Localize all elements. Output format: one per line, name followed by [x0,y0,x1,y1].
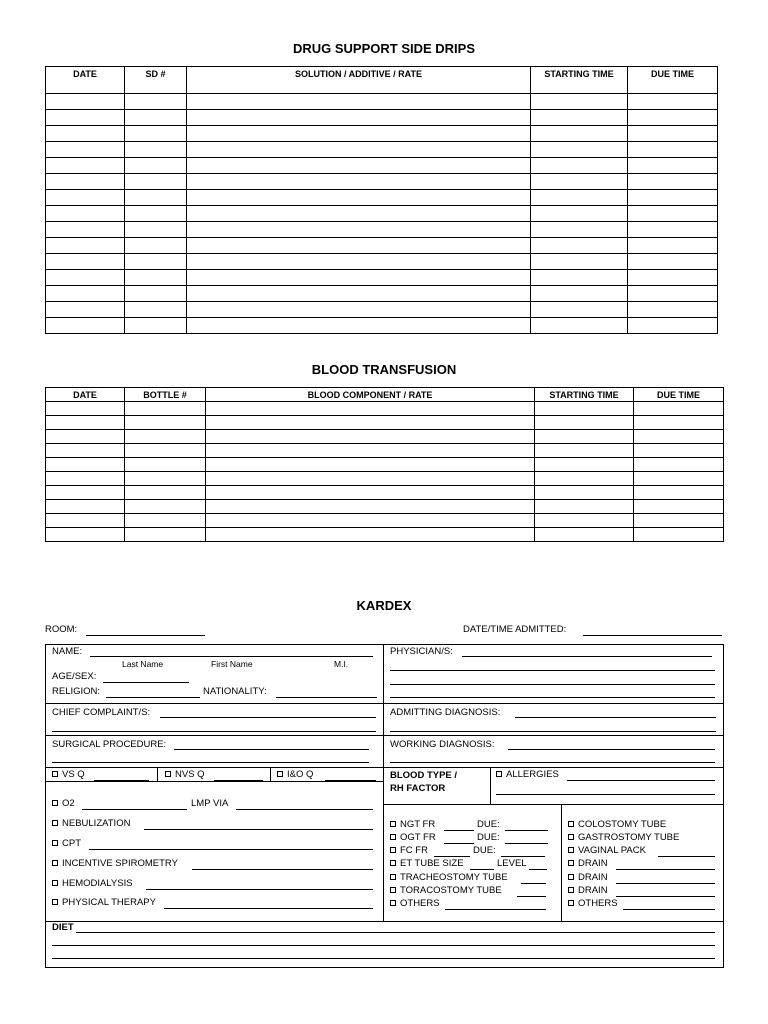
table-cell[interactable] [46,416,125,430]
table-row [46,158,718,174]
table-row [46,472,724,486]
table-row [46,486,724,500]
table-cell[interactable] [206,430,535,444]
kardex-divider [45,703,724,704]
table-cell[interactable] [125,416,206,430]
table-cell[interactable] [46,458,125,472]
table-cell[interactable] [535,444,634,458]
col-header-starting-time: STARTING TIME [535,388,634,402]
table-cell[interactable] [125,402,206,416]
table-cell[interactable] [125,94,187,110]
table-cell[interactable] [531,238,628,254]
diet-field[interactable] [76,932,715,933]
table-cell[interactable] [634,472,724,486]
nvs-q-item[interactable]: NVS Q [165,769,205,780]
table-cell[interactable] [46,254,125,270]
table-cell[interactable] [628,222,718,238]
blood-section-title: BLOOD TRANSFUSION [311,362,457,377]
fc-due-field[interactable] [501,856,545,857]
kardex-divider [383,644,384,921]
age-sex-field[interactable] [103,682,189,683]
table-cell[interactable] [535,528,634,542]
working-diagnosis-field[interactable] [508,749,715,750]
table-cell[interactable] [531,286,628,302]
physical-therapy-field[interactable] [164,908,373,909]
nebulization-field[interactable] [144,829,373,830]
et-tube-item[interactable]: ET TUBE SIZE [390,858,464,869]
table-cell[interactable] [46,318,125,334]
table-row [46,458,724,472]
drain-item[interactable]: DRAIN [568,858,608,869]
table-cell[interactable] [531,190,628,206]
table-cell[interactable] [628,158,718,174]
table-cell[interactable] [531,222,628,238]
table-cell[interactable] [187,238,531,254]
vaginal-pack-item[interactable]: VAGINAL PACK [568,845,646,856]
table-cell[interactable] [206,528,535,542]
table-cell[interactable] [535,500,634,514]
table-row [46,142,718,158]
table-row [46,94,718,110]
table-cell[interactable] [125,238,187,254]
table-row [46,190,718,206]
religion-field[interactable] [106,697,200,698]
blood-transfusion-table [45,387,724,542]
table-cell[interactable] [46,444,125,458]
table-cell[interactable] [125,190,187,206]
table-cell[interactable] [187,110,531,126]
last-name-caption: Last Name [122,659,164,669]
table-row [46,222,718,238]
table-row [46,500,724,514]
table-cell[interactable] [46,206,125,222]
name-label: NAME: [52,646,83,657]
others-mid-field[interactable] [445,909,546,910]
checkbox-icon[interactable] [568,900,574,906]
checkbox-icon[interactable] [568,887,574,893]
drug-section-title: DRUG SUPPORT SIDE DRIPS [292,41,476,56]
col-header-bottle: BOTTLE # [125,388,206,402]
et-level-label: LEVEL [497,858,527,869]
table-cell[interactable] [125,126,187,142]
table-cell[interactable] [187,158,531,174]
checkbox-icon[interactable] [390,900,396,906]
table-cell[interactable] [125,270,187,286]
table-cell[interactable] [187,302,531,318]
diet-field[interactable] [52,958,715,959]
nebulization-item[interactable]: NEBULIZATION [52,818,130,829]
kardex-divider [270,767,271,781]
surgical-procedure-field[interactable] [52,762,369,763]
table-row [46,444,724,458]
allergies-item[interactable]: ALLERGIES [496,769,559,780]
working-diagnosis-label: WORKING DIAGNOSIS: [390,739,495,750]
others-right-field[interactable] [623,909,715,910]
nvs-q-field[interactable] [214,780,263,781]
drain-field[interactable] [616,883,715,884]
date-admitted-field[interactable] [583,635,722,636]
table-cell[interactable] [125,254,187,270]
io-q-item[interactable]: I&O Q [277,769,313,780]
table-cell[interactable] [531,174,628,190]
ngt-due-label: DUE: [477,819,500,830]
table-row [46,206,718,222]
hemodialysis-field[interactable] [146,889,373,890]
table-cell[interactable] [125,158,187,174]
lmp-via-label: LMP VIA [191,798,229,809]
table-cell[interactable] [187,94,531,110]
checkbox-icon[interactable] [277,771,283,777]
checkbox-icon[interactable] [568,821,574,827]
admitting-diagnosis-field[interactable] [515,717,716,718]
diet-label: DIET [52,922,74,933]
rh-factor-label: RH FACTOR [390,783,446,794]
blood-type-label: BLOOD TYPE / [390,770,458,781]
table-cell[interactable] [628,110,718,126]
colostomy-item[interactable]: COLOSTOMY TUBE [568,819,666,830]
working-diagnosis-field[interactable] [390,762,715,763]
allergies-field[interactable] [567,780,715,781]
kardex-divider [45,921,724,922]
kardex-box [45,644,724,968]
table-cell[interactable] [125,318,187,334]
kardex-divider [561,804,562,921]
checkbox-icon[interactable] [390,821,396,827]
checkbox-icon[interactable] [496,771,502,777]
mi-caption: M.I. [334,659,349,669]
table-cell[interactable] [531,270,628,286]
checkbox-icon[interactable] [52,899,58,905]
table-cell[interactable] [125,110,187,126]
table-cell[interactable] [634,402,724,416]
tracheostomy-field[interactable] [521,883,546,884]
table-row [46,416,724,430]
kardex-divider [490,767,491,804]
col-header-due-time: DUE TIME [628,67,718,94]
table-cell[interactable] [531,142,628,158]
table-cell[interactable] [628,126,718,142]
table-cell[interactable] [628,94,718,110]
drain-field[interactable] [616,896,715,897]
table-cell[interactable] [46,110,125,126]
table-cell[interactable] [634,500,724,514]
col-header-due-time: DUE TIME [634,388,724,402]
fc-fr-field[interactable] [434,856,470,857]
checkbox-icon[interactable] [568,874,574,880]
drain-item[interactable]: DRAIN [568,872,608,883]
table-cell[interactable] [634,528,724,542]
table-cell[interactable] [125,500,206,514]
toracostomy-field[interactable] [517,896,546,897]
table-cell[interactable] [634,444,724,458]
table-cell[interactable] [187,318,531,334]
age-sex-label: AGE/SEX: [52,671,97,682]
table-cell[interactable] [634,514,724,528]
table-row [46,430,724,444]
cpt-field[interactable] [89,849,373,850]
table-cell[interactable] [46,222,125,238]
table-cell[interactable] [46,514,125,528]
kardex-divider [45,735,724,736]
table-cell[interactable] [535,430,634,444]
incentive-spirometry-field[interactable] [192,869,373,870]
name-field[interactable] [90,656,373,657]
checkbox-icon[interactable] [568,847,574,853]
table-cell[interactable] [206,500,535,514]
table-cell[interactable] [125,444,206,458]
table-cell[interactable] [628,142,718,158]
table-cell[interactable] [46,174,125,190]
allergies-field[interactable] [496,794,715,795]
cpt-item[interactable]: CPT [52,838,81,849]
table-cell[interactable] [46,238,125,254]
table-cell[interactable] [187,142,531,158]
ngt-due-field[interactable] [505,830,548,831]
checkbox-icon[interactable] [165,771,171,777]
physical-therapy-item[interactable]: PHYSICAL THERAPY [52,897,156,908]
table-cell[interactable] [628,302,718,318]
incentive-spirometry-item[interactable]: INCENTIVE SPIROMETRY [52,858,178,869]
checkbox-icon[interactable] [390,847,396,853]
checkbox-icon[interactable] [52,800,58,806]
table-row [46,126,718,142]
table-cell[interactable] [628,270,718,286]
kardex-divider [45,767,724,768]
table-cell[interactable] [206,444,535,458]
ogt-item[interactable]: OGT FR [390,832,436,843]
table-cell[interactable] [535,416,634,430]
table-cell[interactable] [46,190,125,206]
table-cell[interactable] [46,472,125,486]
table-cell[interactable] [531,318,628,334]
table-cell[interactable] [628,206,718,222]
vs-q-item[interactable]: VS Q [52,769,85,780]
o2-field[interactable] [82,809,187,810]
table-cell[interactable] [125,222,187,238]
kardex-divider [383,804,724,805]
nationality-field[interactable] [276,697,377,698]
table-cell[interactable] [125,302,187,318]
drug-support-table [45,66,718,334]
table-cell[interactable] [125,458,206,472]
table-cell[interactable] [125,514,206,528]
table-cell[interactable] [46,126,125,142]
others-right-item[interactable]: OTHERS [568,898,618,909]
religion-label: RELIGION: [52,686,101,697]
table-cell[interactable] [187,254,531,270]
physician-field[interactable] [390,684,715,685]
table-cell[interactable] [628,318,718,334]
table-cell[interactable] [46,302,125,318]
chief-complaint-field[interactable] [52,731,376,732]
table-cell[interactable] [46,158,125,174]
surgical-procedure-label: SURGICAL PROCEDURE: [52,739,167,750]
table-cell[interactable] [531,206,628,222]
physician-field[interactable] [390,697,715,698]
kardex-title: KARDEX [356,598,412,613]
physician-label: PHYSICIAN/S: [390,646,453,657]
drain-item[interactable]: DRAIN [568,885,608,896]
table-cell[interactable] [531,94,628,110]
checkbox-icon[interactable] [390,834,396,840]
table-cell[interactable] [206,472,535,486]
kardex-divider [157,767,158,781]
table-cell[interactable] [187,190,531,206]
vaginal-pack-field[interactable] [658,856,715,857]
table-cell[interactable] [187,270,531,286]
table-row [46,514,724,528]
surgical-procedure-field[interactable] [174,749,369,750]
table-row [46,302,718,318]
table-cell[interactable] [531,254,628,270]
table-cell[interactable] [46,142,125,158]
table-cell[interactable] [634,458,724,472]
table-cell[interactable] [634,486,724,500]
col-header-blood-component: BLOOD COMPONENT / RATE [206,388,535,402]
ngt-item[interactable]: NGT FR [390,819,435,830]
physician-field[interactable] [462,656,712,657]
table-cell[interactable] [125,206,187,222]
table-cell[interactable] [206,416,535,430]
admitting-diagnosis-label: ADMITTING DIAGNOSIS: [390,707,501,718]
nationality-label: NATIONALITY: [203,686,267,697]
checkbox-icon[interactable] [52,771,58,777]
checkbox-icon[interactable] [568,834,574,840]
col-header-starting-time: STARTING TIME [531,67,628,94]
table-row [46,402,724,416]
table-row [46,270,718,286]
room-field[interactable] [86,635,205,636]
checkbox-icon[interactable] [390,860,396,866]
table-cell[interactable] [187,222,531,238]
table-cell[interactable] [531,126,628,142]
table-row [46,528,724,542]
table-cell[interactable] [125,486,206,500]
admitting-diagnosis-field[interactable] [390,731,716,732]
table-cell[interactable] [535,402,634,416]
table-cell[interactable] [125,528,206,542]
ogt-due-label: DUE: [477,832,500,843]
checkbox-icon[interactable] [52,840,58,846]
table-cell[interactable] [634,416,724,430]
table-cell[interactable] [531,158,628,174]
table-cell[interactable] [206,402,535,416]
room-label: ROOM: [45,624,78,635]
table-cell[interactable] [46,500,125,514]
kardex-divider [45,781,383,782]
table-cell[interactable] [46,528,125,542]
table-cell[interactable] [46,486,125,500]
drain-field[interactable] [616,869,715,870]
table-cell[interactable] [125,142,187,158]
col-header-sd: SD # [125,67,187,94]
gastrostomy-item[interactable]: GASTROSTOMY TUBE [568,832,679,843]
table-cell[interactable] [531,302,628,318]
table-row [46,254,718,270]
diet-field[interactable] [52,945,715,946]
chief-complaint-field[interactable] [160,717,376,718]
table-cell[interactable] [187,126,531,142]
table-cell[interactable] [535,514,634,528]
table-cell[interactable] [206,458,535,472]
physician-field[interactable] [390,670,715,671]
table-cell[interactable] [187,174,531,190]
table-row [46,174,718,190]
table-cell[interactable] [46,94,125,110]
hemodialysis-item[interactable]: HEMODIALYSIS [52,878,133,889]
o2-item[interactable]: O2 [52,798,75,809]
table-cell[interactable] [634,430,724,444]
table-cell[interactable] [46,270,125,286]
table-cell[interactable] [628,238,718,254]
table-cell[interactable] [206,486,535,500]
fc-due-label: DUE: [473,845,496,856]
first-name-caption: First Name [211,659,253,669]
table-cell[interactable] [628,254,718,270]
ogt-due-field[interactable] [505,843,548,844]
ogt-fr-field[interactable] [444,843,474,844]
table-cell[interactable] [187,286,531,302]
checkbox-icon[interactable] [52,880,58,886]
table-row [46,318,718,334]
col-header-date: DATE [46,67,125,94]
table-cell[interactable] [531,110,628,126]
table-cell[interactable] [535,486,634,500]
table-cell[interactable] [187,206,531,222]
et-size-field[interactable] [470,869,494,870]
table-cell[interactable] [46,402,125,416]
table-cell[interactable] [628,286,718,302]
table-cell[interactable] [206,514,535,528]
others-mid-item[interactable]: OTHERS [390,898,440,909]
table-row [46,110,718,126]
table-cell[interactable] [46,430,125,444]
ngt-fr-field[interactable] [444,830,474,831]
table-cell[interactable] [125,286,187,302]
et-level-field[interactable] [529,869,547,870]
table-cell[interactable] [628,190,718,206]
table-row [46,238,718,254]
table-cell[interactable] [125,430,206,444]
table-cell[interactable] [535,458,634,472]
table-cell[interactable] [125,472,206,486]
toracostomy-item[interactable]: TORACOSTOMY TUBE [390,885,502,896]
checkbox-icon[interactable] [52,820,58,826]
date-admitted-label: DATE/TIME ADMITTED: [463,624,567,635]
table-cell[interactable] [628,174,718,190]
table-cell[interactable] [535,472,634,486]
checkbox-icon[interactable] [568,860,574,866]
table-row [46,286,718,302]
checkbox-icon[interactable] [52,860,58,866]
vs-q-field[interactable] [94,780,149,781]
col-header-date: DATE [46,388,125,402]
lmp-via-field[interactable] [236,809,373,810]
fc-item[interactable]: FC FR [390,845,428,856]
table-cell[interactable] [46,286,125,302]
table-cell[interactable] [125,174,187,190]
col-header-solution: SOLUTION / ADDITIVE / RATE [187,67,531,94]
checkbox-icon[interactable] [390,887,396,893]
chief-complaint-label: CHIEF COMPLAINT/S: [52,707,151,718]
checkbox-icon[interactable] [390,874,396,880]
io-q-field[interactable] [325,780,376,781]
tracheostomy-item[interactable]: TRACHEOSTOMY TUBE [390,872,508,883]
